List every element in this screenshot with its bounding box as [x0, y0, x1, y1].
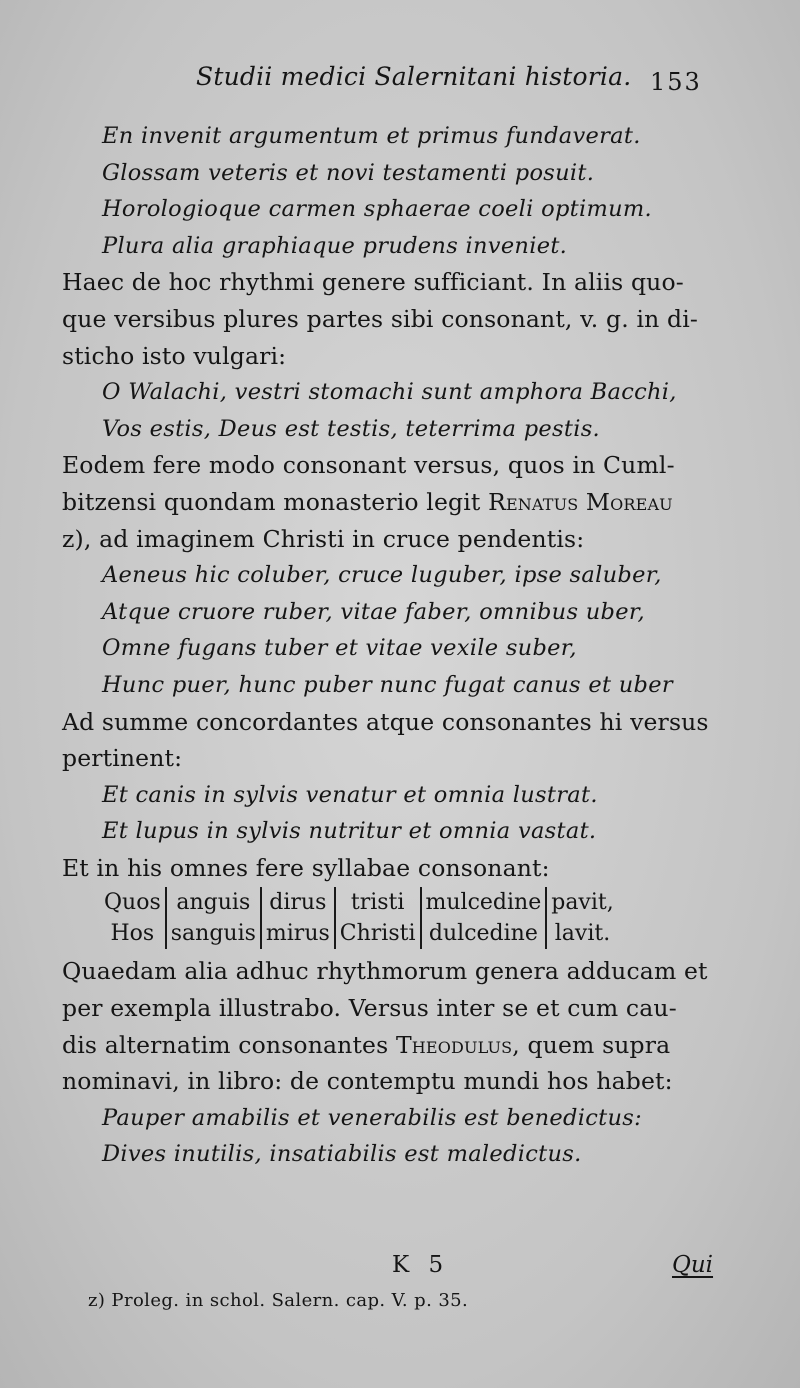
verse-line: Glossam veteris et novi testamenti posuit.	[102, 159, 595, 186]
verse-line: En invenit argumentum et primus fundaverat.	[102, 123, 641, 149]
verse-line: Horologioque carmen sphaerae coeli optimum.	[102, 196, 652, 223]
prose-line: z), ad imaginem Christi in cruce pendentis:	[62, 524, 585, 553]
prose-line: per exempla illustrabo. Versus inter se et cum cau-	[62, 994, 677, 1023]
syllable-cell: dulcedine	[421, 918, 547, 949]
syllable-cell: lavit.	[546, 918, 618, 949]
verse-line: Et lupus in sylvis nutritur et omnia vastat.	[102, 818, 597, 845]
syllable-cell: sanguis	[166, 918, 261, 949]
signature-mark: K 5	[392, 1252, 450, 1278]
small-caps-name: Renatus Moreau	[488, 487, 673, 516]
page-number: 153	[650, 68, 702, 96]
syllable-cell: anguis	[166, 887, 261, 918]
prose-line: Eodem fere modo consonant versus, quos in Cuml-	[62, 451, 675, 480]
prose-line: Et in his omnes fere syllabae consonant:	[62, 853, 550, 882]
syllable-row	[100, 887, 618, 918]
text-block-lower	[62, 953, 712, 1173]
prose-line: bitzensi quondam monasterio legit Renatus Moreau	[62, 487, 673, 516]
syllable-cell: tristi	[335, 887, 421, 918]
verse-line: O Walachi, vestri stomachi sunt amphora Bacchi,	[102, 379, 677, 406]
verse-line: Pauper amabilis et venerabilis est benedictus:	[102, 1104, 642, 1131]
verse-line: Vos estis, Deus est testis, teterrima pestis.	[102, 415, 600, 442]
verse-line: Et canis in sylvis venatur et omnia lustrat.	[102, 781, 598, 808]
prose-line: que versibus plures partes sibi consonant, v. g. in di-	[62, 304, 698, 333]
page-header	[0, 62, 800, 102]
prose-line: pertinent:	[62, 744, 183, 773]
syllable-cell: dirus	[261, 887, 335, 918]
verse-line: Omne fugans tuber et vitae vexile suber,	[102, 635, 577, 662]
page-footer	[0, 1250, 800, 1330]
syllable-cell: pavit,	[546, 887, 618, 918]
small-caps-name: Theodulus	[395, 1030, 513, 1059]
footnote: z) Proleg. in schol. Salern. cap. V. p. 35.	[88, 1290, 469, 1311]
prose-line: nominavi, in libro: de contemptu mundi hos habet:	[62, 1067, 673, 1096]
syllable-cell: Quos	[104, 890, 161, 916]
catchword: Qui	[672, 1252, 714, 1278]
verse-line: Hunc puer, hunc puber nunc fugat canus et uber	[102, 671, 673, 698]
syllable-cell: mirus	[261, 918, 335, 949]
prose-line: Haec de hoc rhythmi genere sufficiant. In aliis quo-	[62, 268, 684, 297]
prose-line: dis alternatim consonantes Theodulus, quem supra	[62, 1030, 671, 1059]
text-block-upper	[62, 118, 712, 886]
syllable-cell: Hos	[110, 921, 155, 947]
prose-line: Quaedam alia adhuc rhythmorum genera adducam et	[62, 957, 708, 986]
verse-line: Aeneus hic coluber, cruce luguber, ipse saluber,	[102, 562, 662, 589]
prose-line: sticho isto vulgari:	[62, 341, 287, 370]
prose-line: Ad summe concordantes atque consonantes hi versus	[62, 707, 709, 736]
syllable-row	[100, 918, 618, 949]
syllable-cell: Christi	[335, 918, 421, 949]
syllable-table	[100, 887, 618, 949]
syllable-cell: mulcedine	[421, 887, 547, 918]
running-title: Studii medici Salernitani historia.	[196, 62, 632, 91]
page-body	[62, 118, 712, 1173]
verse-line: Plura alia graphiaque prudens inveniet.	[102, 232, 568, 259]
verse-line: Dives inutilis, insatiabilis est maledictus.	[102, 1141, 582, 1168]
verse-line: Atque cruore ruber, vitae faber, omnibus uber,	[102, 598, 645, 625]
